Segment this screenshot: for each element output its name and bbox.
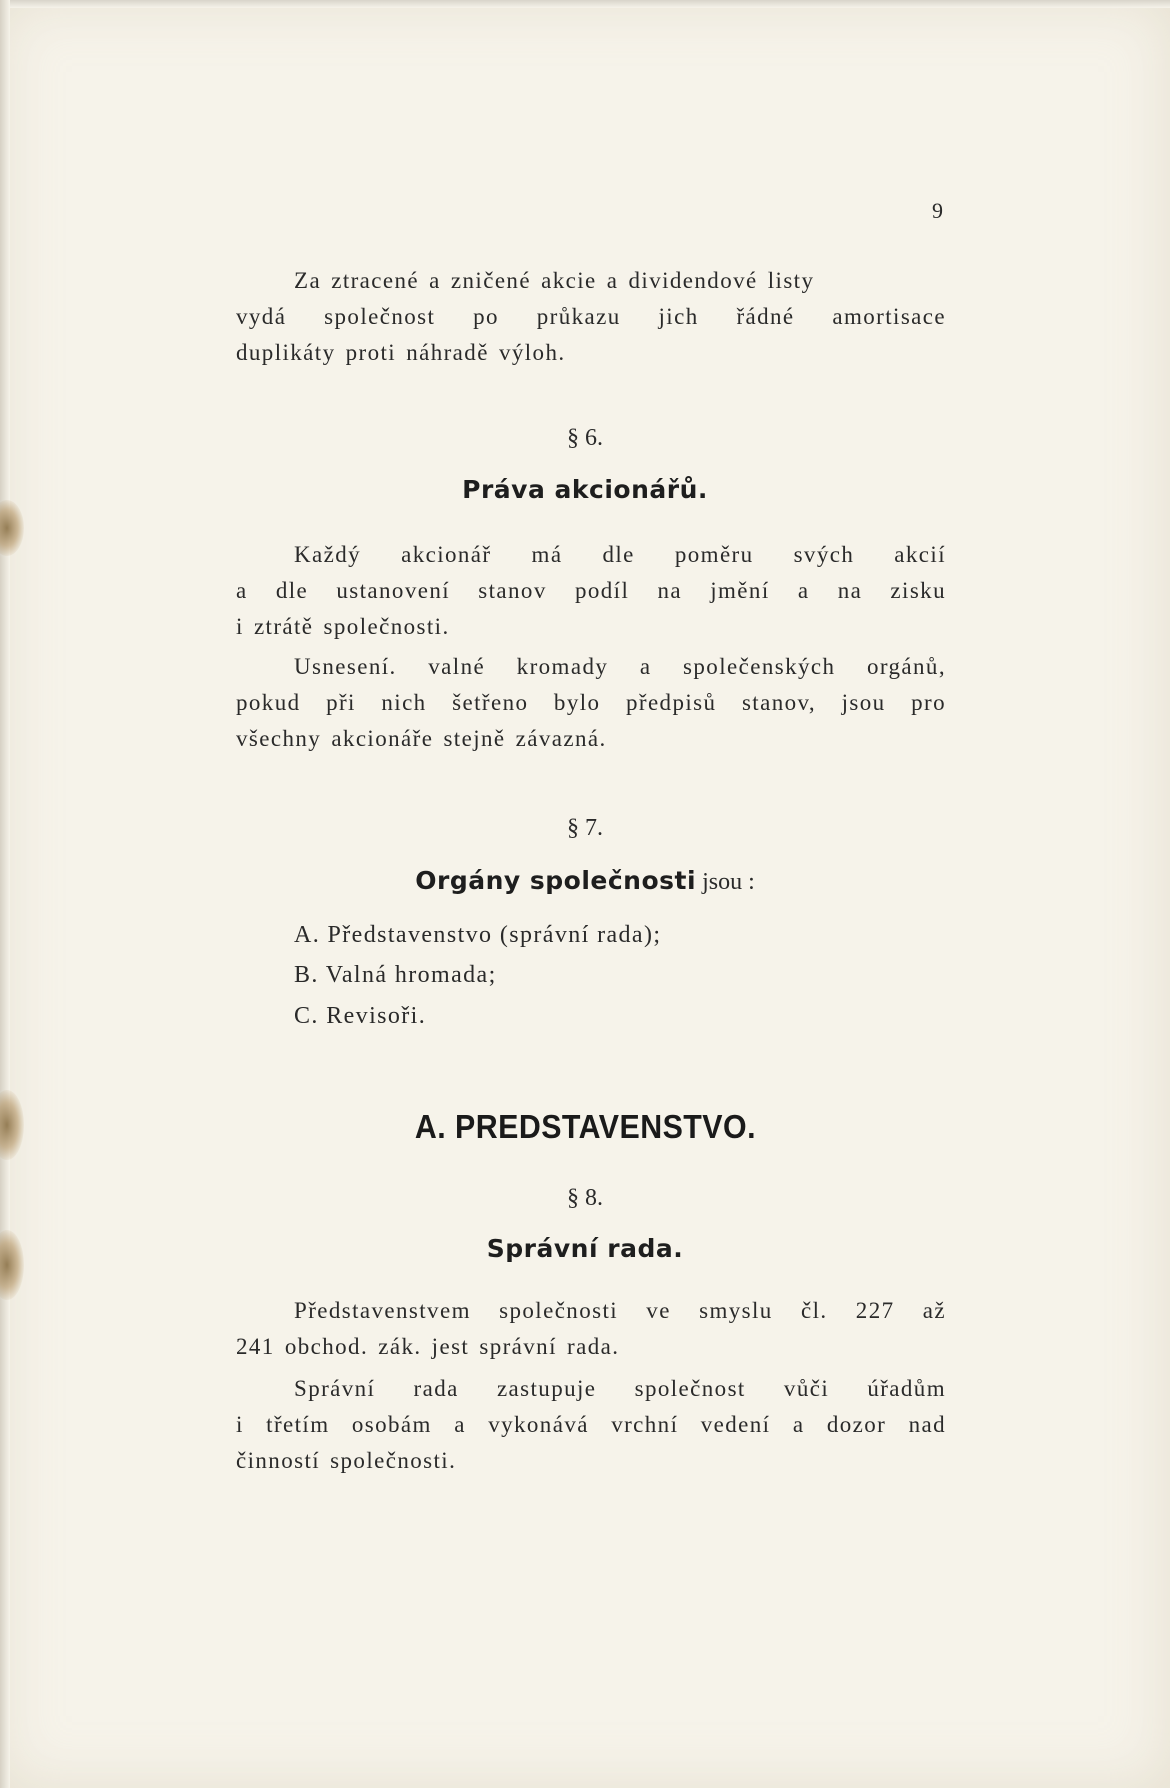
section-number: § 7.	[567, 815, 603, 841]
section-title	[0, 866, 1170, 896]
text-line: Správní rada zastupuje společnost vůči úřadům	[294, 1376, 946, 1401]
text-line: a dle ustanovení stanov podíl na jmění a na zisku	[236, 578, 946, 603]
section-title: Správní rada.	[486, 1234, 684, 1263]
text-line: pokud při nich šetřeno bylo předpisů stanov, jsou pro	[236, 690, 946, 715]
chapter-title: A. PREDSTAVENSTVO.	[414, 1108, 756, 1145]
page-number: 9	[932, 198, 943, 223]
paper-top-edge	[0, 0, 1170, 8]
text-line: 241 obchod. zák. jest správní rada.	[236, 1334, 620, 1359]
section-title-rest: jsou :	[696, 869, 755, 895]
list-item: C. Revisoři.	[294, 1003, 427, 1029]
text-line: Usnesení. valné kromady a společenských orgánů,	[294, 654, 946, 679]
text-line: i ztrátě společnosti.	[236, 614, 450, 639]
text-line: Za ztracené a zničené akcie a dividendové listy	[294, 268, 815, 293]
text-line: i třetím osobám a vykonává vrchní vedení a dozor nad	[236, 1412, 946, 1437]
text-line: Představenstvem společnosti ve smyslu čl. 227 až	[294, 1298, 946, 1323]
rust-stain	[0, 500, 24, 556]
section-title: Práva akcionářů.	[462, 475, 708, 504]
text-line: duplikáty proti náhradě výloh.	[236, 340, 566, 365]
text-line: činností společnosti.	[236, 1448, 457, 1473]
text-line: vydá společnost po průkazu jich řádné amortisace	[236, 304, 946, 329]
section-number: § 6.	[567, 425, 603, 451]
section-title-bold: Orgány společnosti	[415, 866, 697, 895]
chapter-heading	[0, 1108, 1170, 1146]
section-number: § 8.	[567, 1185, 603, 1211]
list-item: A. Představenstvo (správní rada);	[294, 922, 662, 948]
list-item: B. Valná hromada;	[294, 962, 497, 988]
text-line: Každý akcionář má dle poměru svých akcií	[294, 542, 946, 567]
text-line: všechny akcionáře stejně závazná.	[236, 726, 607, 751]
